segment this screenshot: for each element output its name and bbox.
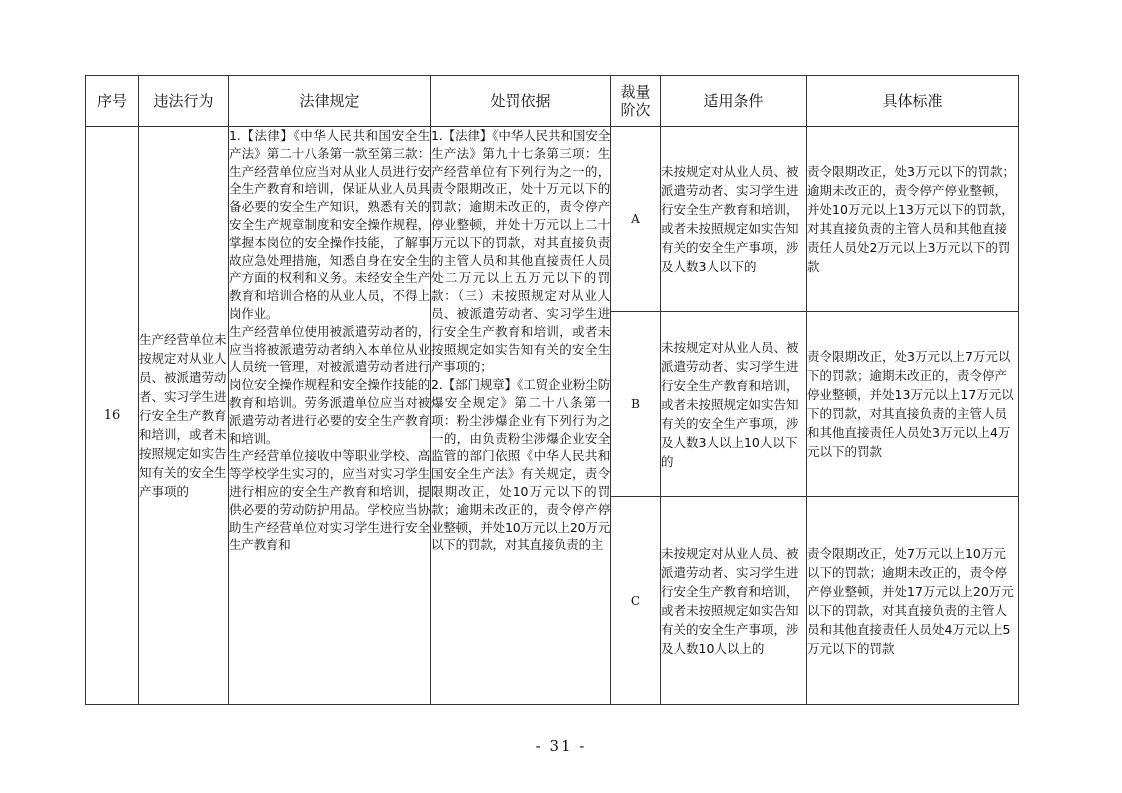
header-basis: 处罚依据 — [431, 76, 611, 127]
law-text: 1.【法律】《中华人民共和国安全生产法》第二十八条第一款至第三款：生产经营单位应当对从业人员进行安全生产教育和培训，保证从业人员具备必要的安全生产知识，熟悉有关的安全生产规章制度和安全操作规程，掌握本岗位的安全操作技能，了解事故应急处理措施，知悉自身在安全生产方面的权利和义务。未经安全生产教育和培训合格的从业人员，不得上岗作业。 生产经营单位使用被派遣劳动者的，应当将被派遣劳动者纳入本单位从业人员统一管理，对被派遣劳动者进行岗位安全操作规程和安全操作技能的教育和培训。劳务派遣单位应当对被派遣劳动者进行必要的安全生产教育和培训。 生产经营单位接收中等职业学校、高等学校学生实习的，应当对实习学生进行相应的安全生产教育和培训，提供必要的劳动防护用品。学校应当协助生产经营单位对实习学生进行安全生产教育和 — [229, 128, 430, 553]
row-violation: 生产经营单位未按规定对从业人员、被派遣劳动者、实习学生进行安全生产教育和培训，或者未按照规定如实告知有关的安全生产事项的 — [139, 127, 229, 705]
standard-b: 责令限期改正，处3万元以上7万元以下的罚款；逾期未改正的，责令停产停业整顿，并处13万元以上17万元以下的罚款，对其直接负责的主管人员和其他直接责任人员处3万元以上4万元以下的罚款 — [807, 312, 1019, 497]
header-std: 具体标准 — [807, 76, 1019, 127]
level-b: B — [611, 312, 661, 497]
row-seq: 16 — [86, 127, 139, 705]
table-row — [86, 127, 1019, 312]
penalty-table — [85, 75, 1019, 705]
header-cond: 适用条件 — [661, 76, 807, 127]
page-number: - 31 - — [535, 737, 587, 755]
level-a: A — [611, 127, 661, 312]
basis-text: 1.【法律】《中华人民共和国安全生产法》第九十七条第三项：生产经营单位有下列行为之一的，责令限期改正，处十万元以下的罚款；逾期未改正的，责令停产停业整顿，并处十万元以上二十万元以下的罚款，对其直接负责的主管人员和其他直接责任人员处二万元以上五万元以下的罚款：（三）未按照规定对从业人员、被派遣劳动者、实习学生进行安全生产教育和培训，或者未按照规定如实告知有关的安全生产事项的； 2.【部门规章】《工贸企业粉尘防爆安全规定》第二十八条第一项：粉尘涉爆企业有下列行为之一的，由负责粉尘涉爆企业安全监管的部门依照《中华人民共和国安全生产法》有关规定，责令限期改正，处10万元以下的罚款；逾期未改正的，责令停产停业整顿，并处10万元以上20万元以下的罚款，对其直接负责的主 — [431, 128, 610, 553]
row-penalty-basis — [431, 127, 611, 705]
condition-b: 未按规定对从业人员、被派遣劳动者、实习学生进行安全生产教育和培训，或者未按照规定如实告知有关的安全生产事项，涉及人数3人以上10人以下的 — [661, 312, 807, 497]
standard-c: 责令限期改正，处7万元以上10万元以下的罚款；逾期未改正的，责令停产停业整顿，并处17万元以上20万元以下的罚款，对其直接负责的主管人员和其他直接责任人员处4万元以上5万元以下的罚款 — [807, 497, 1019, 705]
condition-c: 未按规定对从业人员、被派遣劳动者、实习学生进行安全生产教育和培训，或者未按照规定如实告知有关的安全生产事项，涉及人数10人以上的 — [661, 497, 807, 705]
standard-a: 责令限期改正，处3万元以下的罚款；逾期未改正的，责令停产停业整顿，并处10万元以上13万元以下的罚款，对其直接负责的主管人员和其他直接责任人员处2万元以上3万元以下的罚款 — [807, 127, 1019, 312]
header-level: 裁量阶次 — [611, 76, 661, 127]
header-row — [86, 76, 1019, 127]
condition-a: 未按规定对从业人员、被派遣劳动者、实习学生进行安全生产教育和培训，或者未按照规定如实告知有关的安全生产事项，涉及人数3人以下的 — [661, 127, 807, 312]
level-c: C — [611, 497, 661, 705]
header-seq: 序号 — [86, 76, 139, 127]
header-law: 法律规定 — [229, 76, 431, 127]
row-law-provision — [229, 127, 431, 705]
header-act: 违法行为 — [139, 76, 229, 127]
